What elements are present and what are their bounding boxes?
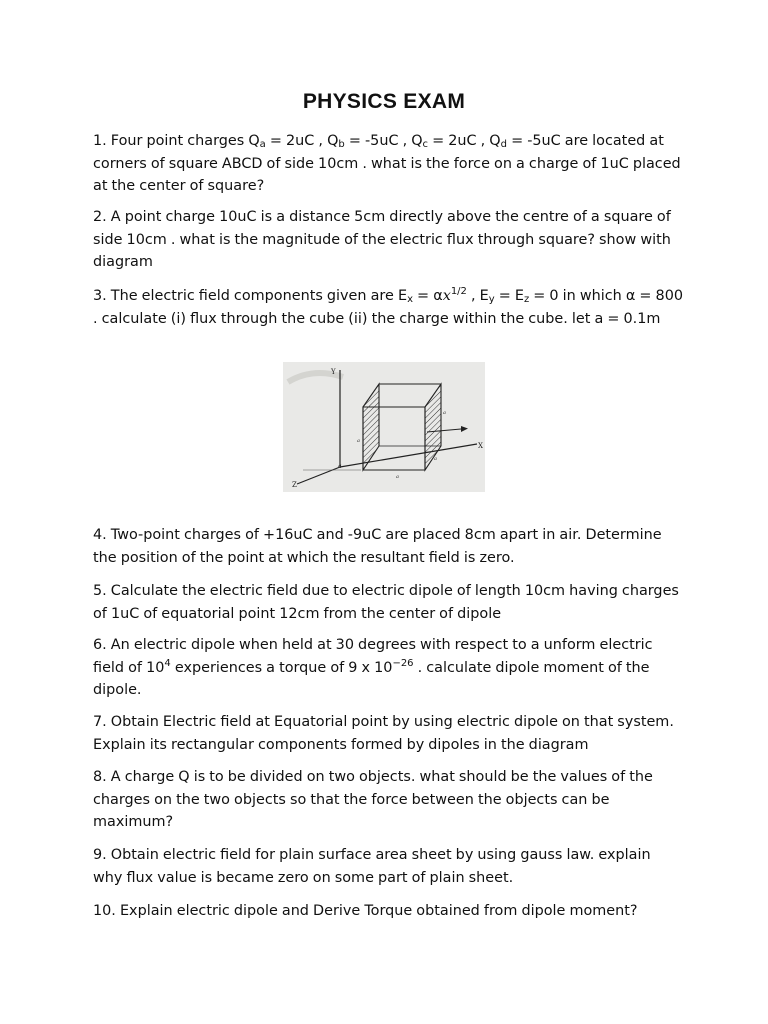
- cube-diagram: [283, 362, 485, 492]
- cube-left-face: [363, 384, 379, 470]
- field-arrow-head: [461, 426, 468, 432]
- question-5: 5. Calculate the electric field due to electric dipole of length 10cm having charges of 1uC of equatorial point 12cm from the center of dipole: [93, 583, 679, 622]
- edge-label-top: a: [443, 410, 446, 416]
- question-2: 2. A point charge 10uC is a distance 5cm directly above the centre of a square of side 10cm . what is the magnitude of the electric flux through square? show with diagram: [93, 209, 671, 270]
- x-axis: [340, 444, 477, 467]
- edge-label-bottom: a: [396, 474, 399, 480]
- question-7: 7. Obtain Electric field at Equatorial point by using electric dipole on that system. Explain its rectangular components formed by dipoles in the diagram: [93, 714, 674, 753]
- edge-label-right: a: [434, 456, 437, 462]
- question-1: 1. Four point charges $Q_a = 2uC$ , $Q_b = -5uC$ , $Q_c = 2uC$ , $Q_d = -5uC$ are located at corners of square ABCD of side 10cm . what is the force on a charge of 1uC placed at the center of square?: [93, 133, 681, 194]
- question-10: 10. Explain electric dipole and Derive Torque obtained from dipole moment?: [93, 903, 638, 919]
- question-6: 6. An electric dipole when held at 30 degrees with respect to a unform electric field of $10^4$ experiences a torque of 9 x $10^{-26}$ . calculate dipole moment of the dipole.: [93, 637, 653, 698]
- x-axis-label: X: [478, 442, 483, 450]
- z-axis: [297, 467, 340, 484]
- question-3: 3. The electric field components given are $E_x = \alpha x^{1/2}$ , $E_y = E_z = 0$ in which α = 800 . calculate (i) flux through the cube (ii) the charge within the cube. let a = 0.1m: [93, 286, 684, 327]
- page-title: PHYSICS EXAM: [302, 90, 466, 113]
- z-axis-label: Z: [292, 481, 297, 489]
- y-axis-label: Y: [331, 368, 336, 376]
- question-9: 9. Obtain electric field for plain surface area sheet by using gauss law. explain why flux value is became zero on some part of plain sheet.: [93, 847, 651, 886]
- cube-field-figure: [283, 362, 485, 492]
- question-8: 8. A charge Q is to be divided on two objects. what should be the values of the charges on the two objects so that the force between the objects can be maximum?: [93, 769, 653, 830]
- a-dimension-label: a: [338, 463, 342, 470]
- edge-label-left: a: [357, 438, 360, 444]
- cube-right-face: [425, 384, 441, 470]
- question-4: 4. Two-point charges of +16uC and -9uC are placed 8cm apart in air. Determine the position of the point at which the resultant field is zero.: [93, 527, 662, 566]
